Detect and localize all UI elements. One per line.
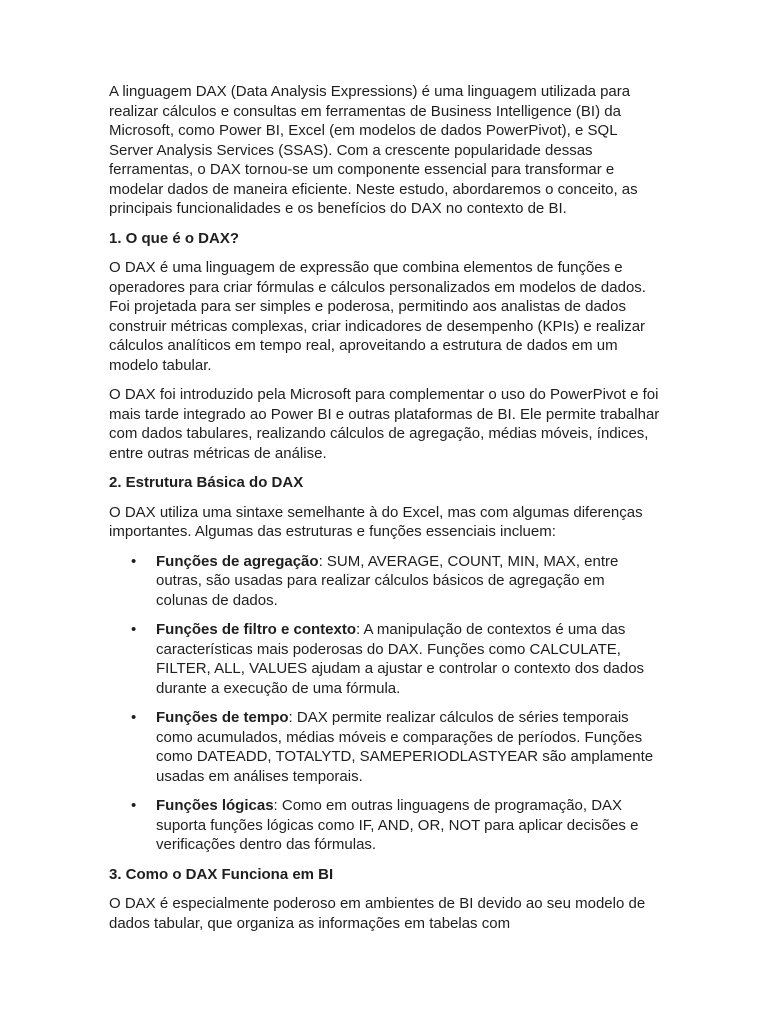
list-item-time — [109, 708, 660, 786]
section-1-paragraph-2: O DAX foi introduzido pela Microsoft para complementar o uso do PowerPivot e foi mais tarde integrado ao Power BI e outras plataformas de BI. Ele permite trabalhar com dados tabulares, realizando cálculos de agregação, médias móveis, índices, entre outras métricas de análise. — [109, 386, 660, 462]
list-item-text: : Como em outras linguagens de programação, DAX suporta funções lógicas como IF, AND, OR, NOT para aplicar decisões e verificações dentro das fórmulas. — [156, 797, 639, 853]
section-2-paragraph: O DAX utiliza uma sintaxe semelhante à do Excel, mas com algumas diferenças importantes. Algumas das estruturas e funções essenciais incluem: — [109, 503, 643, 540]
list-item-term: Funções de agregação — [156, 552, 319, 570]
section-3-heading: 3. Como o DAX Funciona em BI — [109, 865, 334, 883]
list-item-text: : SUM, AVERAGE, COUNT, MIN, MAX, entre outras, são usadas para realizar cálculos básicos de agregação em colunas de dados. — [156, 552, 619, 609]
section-1-paragraph-1: O DAX é uma linguagem de expressão que combina elementos de funções e operadores para criar fórmulas e cálculos personalizados em modelos de dados. Foi projetada para ser simples e poderosa, permitindo aos analistas de dados construir métricas complexas, criar indicadores de desempenho (KPIs) e realizar cálculos analíticos em tempo real, aproveitando a estrutura de dados em um modelo tabular. — [109, 259, 646, 374]
section-2-heading: 2. Estrutura Básica do DAX — [109, 474, 304, 491]
list-item-filter-context — [109, 620, 660, 698]
list-item-aggregation — [109, 552, 660, 611]
list-item-text: : DAX permite realizar cálculos de séries temporais como acumulados, médias móveis e comparações de períodos. Funções como DATEADD, TOTALYTD, SAMEPERIODLASTYEAR são amplamente usadas em análises temporais. — [156, 709, 654, 785]
bullet-icon: • — [131, 552, 137, 570]
bullet-icon: • — [131, 709, 137, 726]
list-item-term: Funções de tempo — [156, 709, 289, 726]
intro-paragraph: A linguagem DAX (Data Analysis Expressions) é uma linguagem utilizada para realizar cálculos e consultas em ferramentas de Business Intelligence (BI) da Microsoft, como Power BI, Excel (em modelos de dados PowerPivot), e SQL Server Analysis Services (SSAS). Com a crescente popularidade dessas ferramentas, o DAX tornou-se um componente essencial para transformar e modelar dados de maneira eficiente. Neste estudo, abordaremos o conceito, as principais funcionalidades e os benefícios do DAX no contexto de BI. — [109, 83, 638, 217]
list-item-term: Funções lógicas — [156, 797, 274, 814]
list-item-text: : A manipulação de contextos é uma das características mais poderosas do DAX. Funções como CALCULATE, FILTER, ALL, VALUES ajudam a ajustar e controlar o contexto dos dados durante a execução de uma fórmula. — [156, 621, 645, 697]
list-item-term: Funções de filtro e contexto — [156, 621, 357, 638]
section-3-paragraph: O DAX é especialmente poderoso em ambientes de BI devido ao seu modelo de dados tabular, que organiza as informações em tabelas com — [109, 895, 646, 932]
bullet-icon: • — [131, 797, 137, 814]
list-item-logical — [109, 796, 660, 855]
functions-list — [109, 552, 660, 855]
section-1-heading: 1. O que é o DAX? — [109, 229, 240, 247]
bullet-icon: • — [131, 621, 137, 638]
